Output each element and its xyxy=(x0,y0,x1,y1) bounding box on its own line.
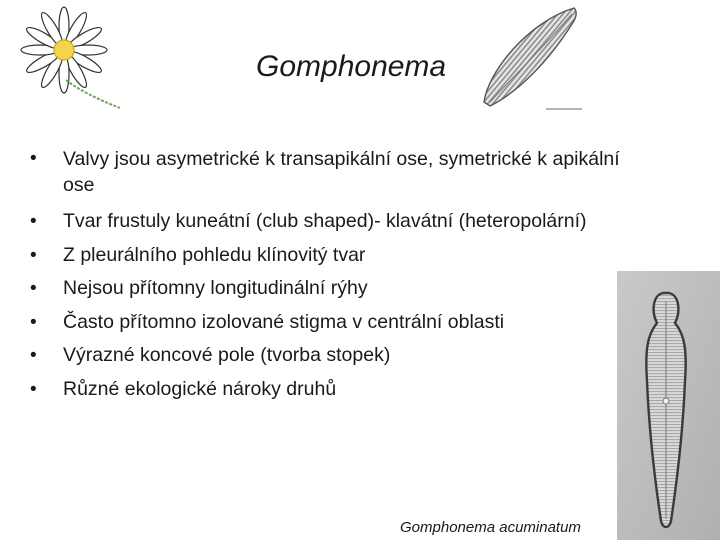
image-caption: Gomphonema acuminatum xyxy=(400,519,581,536)
bullet-icon: • xyxy=(30,311,37,333)
bullet-item xyxy=(30,239,630,273)
bullet-text: Často přítomno izolované stigma v centrální oblasti xyxy=(63,310,505,333)
bullet-text: Výrazné koncové pole (tvorba stopek) xyxy=(63,344,391,366)
bullet-item xyxy=(30,272,630,306)
bullet-item xyxy=(30,205,630,239)
bullet-icon: • xyxy=(30,378,37,400)
bullet-text: Různé ekologické nároky druhů xyxy=(63,377,337,400)
bullet-text: Tvar frustuly kuneátní (club shaped)- klavátní (heteropolární) xyxy=(63,210,587,232)
bullet-icon: • xyxy=(30,278,37,299)
bullet-item xyxy=(30,306,630,340)
bullet-text: Valvy jsou asymetrické k transapikální ose, symetrické k apikální ose xyxy=(63,148,620,196)
bullet-item xyxy=(30,373,630,407)
bullet-icon: • xyxy=(30,211,37,232)
bullet-text: Z pleurálního pohledu klínovitý tvar xyxy=(63,243,366,266)
bullet-item xyxy=(30,146,630,205)
bullet-item xyxy=(30,339,630,373)
bullet-icon: • xyxy=(30,148,37,169)
bullet-list xyxy=(30,146,630,406)
pennate-diatom-image-icon xyxy=(478,2,584,112)
slide-title: Gomphonema xyxy=(256,50,447,83)
bullet-icon: • xyxy=(30,244,37,266)
bullet-text: Nejsou přítomny longitudinální rýhy xyxy=(63,277,368,299)
bullet-icon: • xyxy=(30,345,37,366)
daisy-logo-icon xyxy=(6,4,128,116)
gomphonema-micrograph-icon xyxy=(617,271,720,540)
